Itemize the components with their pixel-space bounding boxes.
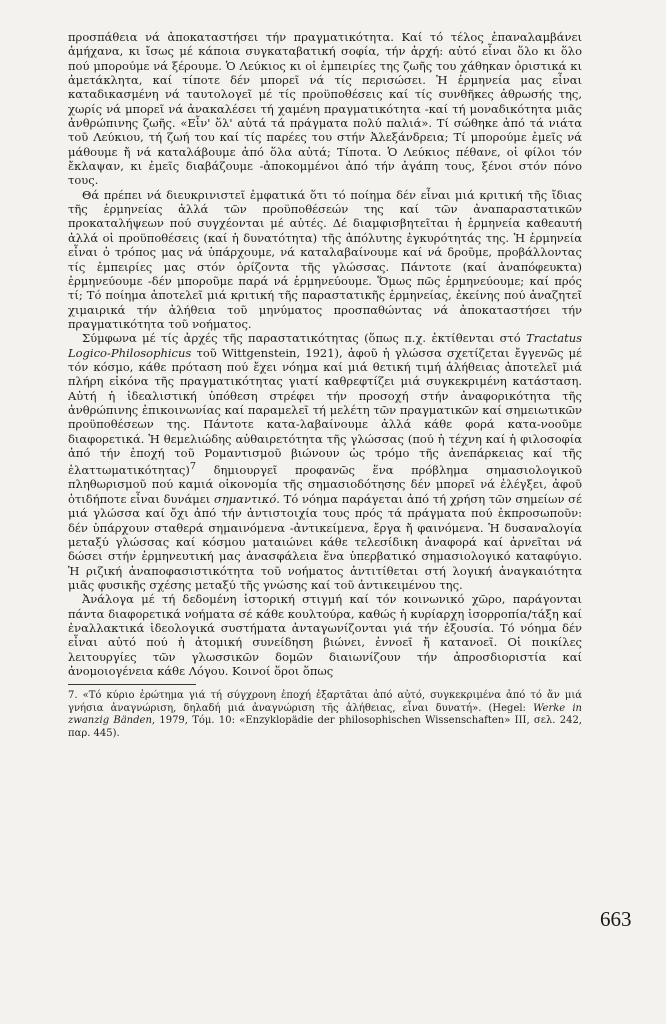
paragraph-2: Θά πρέπει νά διευκρινιστεῖ ἐμφατικά ὅτι τό ποίημα δέν εἶναι μιά κριτική τῆς ἴδιας τῆς ἑρμηνείας ἀλλά τῶν προϋποθέσεών της καί τῶν ἀναπαραστατικῶν προκαταλήψεων πού συγχέονται μέ αὐτές. Δέ διαμφισβητεῖται ἡ ἑρμηνεία καθεαυτή ἀλλά οἱ προϋποθέσεις (καί ἡ δυνατότητα) τῆς ἀπόλυτης ἐγκυρότητάς της. Ἡ ἑρμηνεία εἶναι ὁ τρόπος μας νά ὑπάρχουμε, νά καταλαβαίνουμε καί νά δροῦμε, προβάλλοντας τίς ἐμπειρίες μας στόν ὁρίζοντα τῆς γλώσσας. Πάντοτε (καί ἀναπόφευκτα) ἑρμηνεύουμε -δέν μποροῦμε παρά νά ἑρμηνεύουμε. Ὅμως πῶς ἑρμηνεύουμε; καί πρός τί; Τό ποίημα ἀποτελεῖ μιά κριτική τῆς παραστατικῆς ἑρμηνείας, ἐκείνης πού ἀναζητεῖ χιμαιρικά τήν ἀλήθεια τοῦ μηνύματος προσπαθώντας νά ἀποκαταστήσει τήν πραγματικότητα τοῦ νοήματος. (68, 187, 582, 331)
paragraph-3-text-b: τοῦ Wittgenstein, 1921), ἀφοῦ ἡ γλώσσα σχετίζεται ἔγγενῶς μέ τόν κόσμο, κάθε πρόταση πού ἔχει νόημα καί μιά θετική τιμή ἀλήθειας ἀποτελεῖ μιά πλήρη εἰκόνα τῆς πραγματικότητας γιατί καθρεφτίζει μιά συγκεκριμένη κατάσταση. Αὐτή ἡ ἰδεαλιστική ὑπόθεση στρέφει τήν προσοχή στήν ἀναφορικότητα τῆς ἀνθρώπινης ἐπικοινωνίας καί παραμελεῖ τή μελέτη τῶν πραγματικῶν καί σημειωτικῶν προϋποθέσεων της. Πάντοτε κατα-λαβαίνουμε ἀλλά κάθε φορά κατα-νοοῦμε διαφορετικά. Ἡ θεμελιώδης αὐθαιρετότητα τῆς γλώσσας (πού ἡ τέχνη καί ἡ φιλοσοφία ἀπό τήν ἐποχή τοῦ Ρομαντισμοῦ βιώνουν ὡς τρόμο τῆς ἀνεπάρκειας καί τῆς ἐλαττωματικότητας) (68, 345, 582, 478)
tractatus-title: Tractatus Logico-Philosophicus (68, 331, 582, 360)
document-page (68, 30, 582, 1000)
footnote-text-a: 7. «Τό κύριο ἐρώτημα γιά τή σύγχρονη ἐποχή ἐξαρτᾶται ἀπό αὐτό, συγκεκριμένα ἀπό τό ἄν μιά γνήσια ἀναγνώριση, δηλαδή μιά ἀναγνώριση τῆς ἀλήθειας, εἶναι δυνατή». (Hegel: (68, 690, 582, 714)
footnote-reference: 7 (189, 461, 196, 473)
paragraph-4: Ἀνάλογα μέ τή δεδομένη ἱστορική στιγμή καί τόν κοινωνικό χῶρο, παράγονται πάντα διαφορετικά νοήματα σέ κάθε κουλτούρα, καθώς ἡ κυρίαρχη ἰσορροπία/τάξη καί ἐναλλακτικά ἰδεολογικά συστήματα ἀνταγωνίζονται γιά τήν ἐξουσία. Τό νόημα δέν εἶναι αὐτό πού ἡ ἀτομική συνείδηση βιώνει, ἐννοεῖ ἤ κατανοεῖ. Οἱ ποικίλες λειτουργίες τῶν γλωσσικῶν δομῶν διαιωνίζουν τήν ἀπροσδιοριστία καί ἀνομοιογένεια κάθε Λόγου. Κοινοί ὅροι ὅπως (68, 592, 582, 678)
footnote-7 (68, 690, 582, 740)
footnote-text-b: , 1979, Τόμ. 10: «Enzyklopädie der philosophischen Wissenschaften» III, σελ. 242, παρ. 445). (68, 715, 582, 739)
paragraph-3 (68, 331, 582, 592)
emphasis-significant: σημαντικό (213, 491, 277, 506)
page-number: 663 (600, 907, 632, 931)
footnote-divider (68, 684, 196, 685)
paragraph-3-text-d: . Τό νόημα παράγεται ἀπό τή χρήση τῶν σημείων σέ μιά γλώσσα καί ὄχι ἀπό τήν ἀντιστοιχία τους πρός τά πράγματα πού ἐκπροσωποῦν: δέν ὑπάρχουν σταθερά σημαινόμενα -ἀντικείμενα, ἔργα ἤ φαινόμενα. Ἡ δυσαναλογία μεταξύ γλώσσας καί κόσμου ματαιώνει κάθε τελεσίδικη ἀναφορά καί ἀρνεῖται νά δώσει στήν ἑρμηνευτική μας ἀνασφάλεια ἕνα ὑπερβατικό σημασιολογικό καταφύγιο. Ἡ ριζική ἀναποφασιστικότητα τοῦ νοήματος ἀντιτίθεται στή λογική ἀναγκαιότητα μιᾶς φυσικῆς σχέσης μεταξύ τῆς γνώσης καί τοῦ ἀντικειμένου της. (68, 491, 582, 592)
paragraph-3-text-c: δημιουργεῖ προφανῶς ἕνα πρόβλημα σημασιολογικοῦ πληθωρισμοῦ πού καμιά οἰκονομία τῆς σημασιοδότησης δέν μπορεῖ νά ἐλέγξει, ἀφοῦ ὁτιδήποτε εἶναι δυνάμει (68, 463, 582, 506)
paragraph-1: προσπάθεια νά ἀποκαταστήσει τήν πραγματικότητα. Καί τό τέλος ἐπαναλαμβάνει ἀμήχανα, κι ἴσως μέ κάποια συγκαταβατική σοφία, τήν ἀρχή: αὐτό εἶναι ὅλο κι ὅλο πού μπορούμε νά ξέρουμε. Ὁ Λεύκιος κι οἱ ἐμπειρίες της ζωῆς του χάθηκαν ὁριστικά κι ἀμετάκλητα, καί τίποτε δέν μπορεῖ νά τίς περισώσει. Ἡ ἑρμηνεία μας εἶναι καταδικασμένη νά ταυτολογεῖ μέ τίς προϋποθέσεις καί τίς συνθῆκες ἀθρωσής της, χωρίς νά μπορεῖ νά ἀνακαλέσει τή χαμένη πραγματικότητα -καί τή μοναδικότητα μιᾶς ἀνθρώπινης ζωῆς. «Εἶν' ὅλ' αὐτά τά πράγματα πολύ παλιά». Τί σώθηκε ἀπό τά νιάτα τοῦ Λεύκιου, τή ζωή του καί τίς παρέες του στήν Ἀλεξάνδρεια; Τί μπορούμε ἐμεῖς νά μάθουμε ἤ νά καταλάβουμε ἀπό ὅλα αὐτά; Τίποτα. Ὁ Λεύκιος πέθανε, οἱ φίλοι τόν ἔκλαψαν, κι ἐμεῖς διαβάζουμε -ἀποκομμένοι ἀπό τήν ἀγάπη τους, ξένοι στόν πόνο τους. (68, 30, 582, 188)
paragraph-3-text-a: Σύμφωνα μέ τίς ἀρχές τῆς παραστατικότητας (ὅπως π.χ. ἐκτίθενται στό (82, 331, 527, 346)
footnote-book-title: Werke in zwanzig Bänden (68, 702, 582, 727)
